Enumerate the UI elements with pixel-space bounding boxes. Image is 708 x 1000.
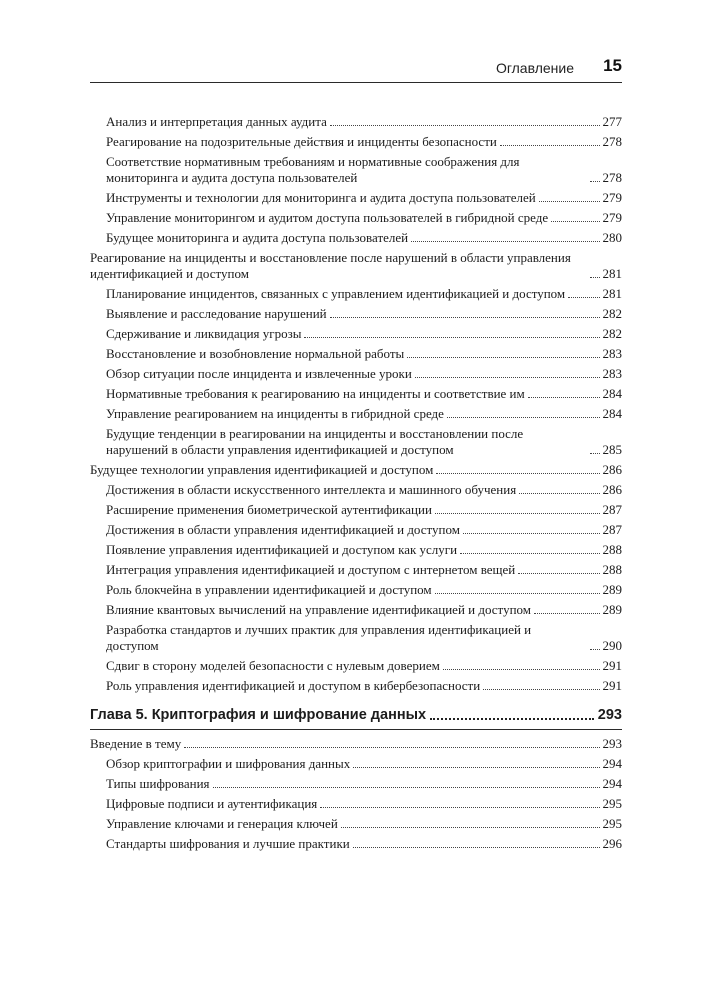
toc-entry-title: Цифровые подписи и аутентификация xyxy=(106,796,318,811)
toc-entry-page-number: 283 xyxy=(602,366,622,381)
toc-entry-title: Инструменты и технологии для мониторинга и аудита доступа пользователей xyxy=(106,190,536,205)
leader-dots xyxy=(411,241,599,242)
toc-entry[interactable] xyxy=(90,796,622,812)
toc-entry-title: Разработка стандартов и лучших практик для управления идентификацией и доступом xyxy=(106,622,532,653)
leader-dots xyxy=(415,377,600,378)
leader-dots xyxy=(500,145,600,146)
toc-entry-page-number: 293 xyxy=(602,736,622,751)
toc-entry-title: Реагирование на подозрительные действия и инциденты безопасности xyxy=(106,134,497,149)
toc-entry-page-number: 277 xyxy=(602,114,622,129)
toc-entry[interactable] xyxy=(90,306,622,322)
toc-entry-title: Роль управления идентификацией и доступом в кибербезопасности xyxy=(106,678,481,693)
toc-entry-title: Будущее технологии управления идентификацией и доступом xyxy=(90,462,434,477)
toc-entry-title: Планирование инцидентов, связанных с управлением идентификацией и доступом xyxy=(106,286,566,301)
toc-entry[interactable] xyxy=(90,562,622,578)
leader-dots xyxy=(330,317,600,318)
chapter-sections xyxy=(90,736,622,852)
toc-entry[interactable] xyxy=(90,134,622,150)
toc-entry[interactable] xyxy=(90,816,622,832)
toc-entry-title: Обзор криптографии и шифрования данных xyxy=(106,756,351,771)
toc-entry-title: Управление ключами и генерация ключей xyxy=(106,816,338,831)
leader-dots xyxy=(483,689,599,690)
toc-entry[interactable] xyxy=(90,502,622,518)
leader-dots xyxy=(551,221,599,222)
chapter-page-number: 293 xyxy=(597,707,622,723)
toc-entry-page-number: 290 xyxy=(602,638,622,653)
toc-entry-title: Соответствие нормативным требованиям и нормативные соображения для мониторинга и аудита доступа пользователей xyxy=(106,154,520,185)
toc-entry-page-number: 288 xyxy=(602,542,622,557)
leader-dots xyxy=(353,847,600,848)
toc-entry[interactable] xyxy=(90,756,622,772)
toc-entry[interactable] xyxy=(90,462,622,478)
leader-dots xyxy=(460,553,599,554)
toc-entry-page-number: 294 xyxy=(602,776,622,791)
toc-entry-page-number: 294 xyxy=(602,756,622,771)
toc-entry-page-number: 288 xyxy=(602,562,622,577)
toc-entry-page-number: 291 xyxy=(602,678,622,693)
running-header xyxy=(90,56,622,83)
toc-entry-title: Выявление и расследование нарушений xyxy=(106,306,327,321)
toc-entry[interactable] xyxy=(90,622,622,654)
toc-entry-title: Интеграция управления идентификацией и доступом с интернетом вещей xyxy=(106,562,516,577)
leader-dots xyxy=(590,649,600,650)
leader-dots xyxy=(320,807,599,808)
header-title: Оглавление xyxy=(495,60,574,76)
leader-dots xyxy=(447,417,600,418)
leader-dots xyxy=(213,787,600,788)
toc-entry-page-number: 291 xyxy=(602,658,622,673)
toc-entry[interactable] xyxy=(90,114,622,130)
toc-entry-page-number: 287 xyxy=(602,502,622,517)
toc-entry-title: Расширение применения биометрической аутентификации xyxy=(106,502,432,517)
table-of-contents xyxy=(90,114,622,856)
toc-entry-title: Достижения в области искусственного интеллекта и машинного обучения xyxy=(106,482,517,497)
toc-entry-page-number: 284 xyxy=(602,386,622,401)
toc-entry[interactable] xyxy=(90,250,622,282)
toc-entry-title: Типы шифрования xyxy=(106,776,210,791)
toc-entry[interactable] xyxy=(90,736,622,752)
leader-dots xyxy=(436,473,599,474)
toc-entry-page-number: 279 xyxy=(602,210,622,225)
toc-entry-title: Обзор ситуации после инцидента и извлеченные уроки xyxy=(106,366,412,381)
leader-dots xyxy=(330,125,600,126)
toc-entry[interactable] xyxy=(90,602,622,618)
toc-entry[interactable] xyxy=(90,542,622,558)
leader-dots xyxy=(341,827,600,828)
toc-entry-page-number: 286 xyxy=(602,462,622,477)
leader-dots xyxy=(590,453,600,454)
toc-entry[interactable] xyxy=(90,386,622,402)
toc-entry-page-number: 295 xyxy=(602,816,622,831)
toc-entry-page-number: 296 xyxy=(602,836,622,851)
leader-dots xyxy=(590,277,600,278)
leader-dots xyxy=(353,767,599,768)
leader-dots xyxy=(430,718,594,720)
toc-entry[interactable] xyxy=(90,582,622,598)
toc-entry-page-number: 281 xyxy=(602,286,622,301)
toc-entry-title: Сдвиг в сторону моделей безопасности с нулевым доверием xyxy=(106,658,440,673)
toc-entry[interactable] xyxy=(90,406,622,422)
toc-entry[interactable] xyxy=(90,678,622,694)
toc-entry-page-number: 286 xyxy=(602,482,622,497)
toc-entry-page-number: 285 xyxy=(602,442,622,457)
leader-dots xyxy=(435,513,600,514)
toc-entry-page-number: 283 xyxy=(602,346,622,361)
leader-dots xyxy=(407,357,599,358)
toc-entry-title: Управление реагированием на инциденты в гибридной среде xyxy=(106,406,444,421)
toc-entry[interactable] xyxy=(90,366,622,382)
leader-dots xyxy=(534,613,599,614)
toc-entry-title: Введение в тему xyxy=(90,736,182,751)
leader-dots xyxy=(463,533,600,534)
toc-entry-page-number: 289 xyxy=(602,602,622,617)
chapter-heading[interactable] xyxy=(90,706,622,730)
leader-dots xyxy=(435,593,600,594)
toc-entry-page-number: 281 xyxy=(602,266,622,281)
toc-entry-page-number: 282 xyxy=(602,326,622,341)
leader-dots xyxy=(528,397,600,398)
toc-entry-title: Нормативные требования к реагированию на инциденты и соответствие им xyxy=(106,386,525,401)
leader-dots xyxy=(539,201,600,202)
toc-entry-page-number: 284 xyxy=(602,406,622,421)
toc-entry-page-number: 287 xyxy=(602,522,622,537)
toc-entry-page-number: 282 xyxy=(602,306,622,321)
toc-entry[interactable] xyxy=(90,836,622,852)
toc-sections xyxy=(90,114,622,694)
toc-entry-title: Реагирование на инциденты и восстановление после нарушений в области управления идентификацией и доступом xyxy=(90,250,571,281)
toc-entry-title: Стандарты шифрования и лучшие практики xyxy=(106,836,350,851)
toc-entry-title: Сдерживание и ликвидация угрозы xyxy=(106,326,302,341)
leader-dots xyxy=(443,669,600,670)
toc-entry[interactable] xyxy=(90,776,622,792)
toc-entry[interactable] xyxy=(90,482,622,498)
leader-dots xyxy=(518,573,599,574)
leader-dots xyxy=(304,337,599,338)
toc-entry-title: Восстановление и возобновление нормальной работы xyxy=(106,346,405,361)
toc-entry-page-number: 289 xyxy=(602,582,622,597)
toc-entry-title: Управление мониторингом и аудитом доступа пользователей в гибридной среде xyxy=(106,210,549,225)
toc-entry-title: Появление управления идентификацией и доступом как услуги xyxy=(106,542,458,557)
toc-entry[interactable] xyxy=(90,346,622,362)
toc-entry-page-number: 279 xyxy=(602,190,622,205)
toc-entry[interactable] xyxy=(90,190,622,206)
chapter-title: Глава 5. Криптография и шифрование данных xyxy=(90,707,427,723)
toc-entry-title: Анализ и интерпретация данных аудита xyxy=(106,114,327,129)
toc-entry-title: Будущие тенденции в реагировании на инциденты и восстановлении после нарушений в области управления идентификацией и доступом xyxy=(106,426,524,457)
leader-dots xyxy=(590,181,600,182)
toc-entry-page-number: 295 xyxy=(602,796,622,811)
toc-entry-page-number: 280 xyxy=(602,230,622,245)
toc-entry-page-number: 278 xyxy=(602,134,622,149)
toc-entry-title: Достижения в области управления идентификацией и доступом xyxy=(106,522,460,537)
toc-entry-page-number: 278 xyxy=(602,170,622,185)
leader-dots xyxy=(184,747,599,748)
toc-entry[interactable] xyxy=(90,154,622,186)
toc-entry[interactable] xyxy=(90,210,622,226)
leader-dots xyxy=(568,297,599,298)
toc-entry[interactable] xyxy=(90,658,622,674)
toc-entry[interactable] xyxy=(90,286,622,302)
toc-entry[interactable] xyxy=(90,522,622,538)
toc-entry-title: Роль блокчейна в управлении идентификацией и доступом xyxy=(106,582,432,597)
toc-entry-title: Будущее мониторинга и аудита доступа пользователей xyxy=(106,230,409,245)
header-page-number: 15 xyxy=(603,56,622,75)
toc-entry[interactable] xyxy=(90,326,622,342)
toc-entry-title: Влияние квантовых вычислений на управление идентификацией и доступом xyxy=(106,602,532,617)
leader-dots xyxy=(519,493,599,494)
toc-entry[interactable] xyxy=(90,426,622,458)
toc-entry[interactable] xyxy=(90,230,622,246)
